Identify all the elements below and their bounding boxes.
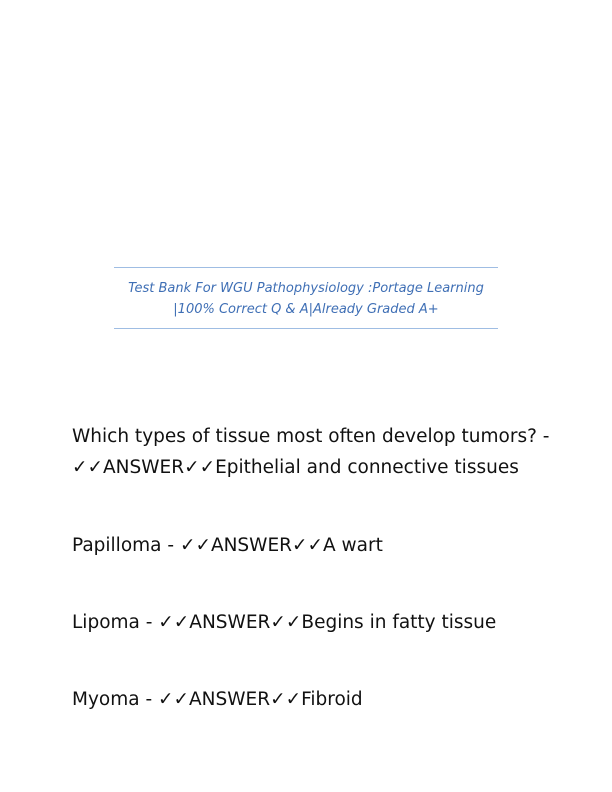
qa-question-line: Which types of tissue most often develop tumors? - [72, 426, 550, 447]
qa-answer-line: ✓✓ANSWER✓✓Epithelial and connective tissues [72, 457, 519, 478]
qa-line: Papilloma - ✓✓ANSWER✓✓A wart [72, 535, 383, 556]
qa-item-lipoma [72, 607, 496, 638]
qa-item-myoma [72, 684, 363, 715]
document-title-line-2: |100% Correct Q & A|Already Graded A+ [173, 302, 439, 317]
qa-item-tumor-tissue [72, 421, 550, 483]
qa-line: Lipoma - ✓✓ANSWER✓✓Begins in fatty tissue [72, 612, 497, 633]
document-title-line-1: Test Bank For WGU Pathophysiology :Portage Learning [128, 281, 484, 296]
qa-item-papilloma [72, 530, 383, 561]
title-block [114, 267, 498, 329]
qa-line: Myoma - ✓✓ANSWER✓✓Fibroid [72, 689, 363, 710]
